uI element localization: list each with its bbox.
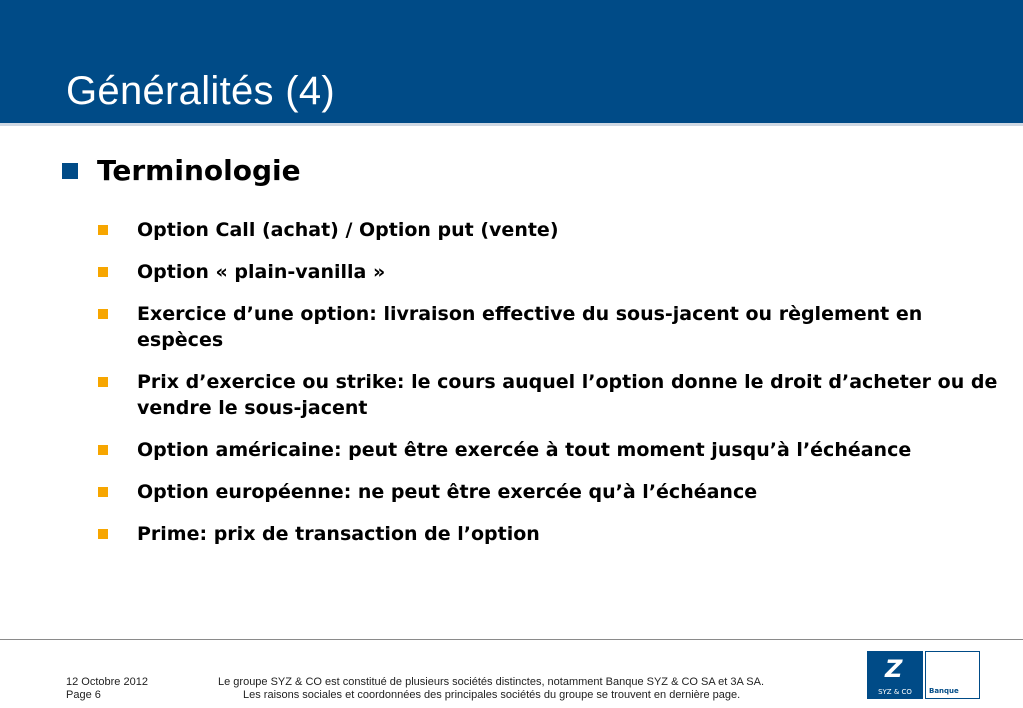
square-bullet-icon	[98, 225, 108, 235]
footer-date: 12 Octobre 2012	[66, 676, 148, 688]
header-divider	[0, 123, 1023, 126]
square-bullet-icon	[98, 309, 108, 319]
list-item-text: Prime: prix de transaction de l’option	[137, 523, 540, 545]
logo-name: SYZ & CO	[878, 688, 912, 696]
list-item	[98, 301, 998, 353]
list-item	[98, 479, 998, 505]
list-item-text: Prix d’exercice ou strike: le cours auquel l’option donne le droit d’acheter ou de vendre le sous-jacent	[137, 371, 998, 419]
square-bullet-icon	[98, 445, 108, 455]
footer-legal-line: Le groupe SYZ & CO est constitué de plusieurs sociétés distinctes, notamment Banque SYZ & CO SA et 3A SA.	[218, 676, 765, 688]
square-bullet-icon	[98, 487, 108, 497]
logo-subtitle: Banque	[929, 687, 959, 695]
slide-title: Généralités (4)	[66, 69, 336, 113]
footer-legal-line: Les raisons sociales et coordonnées des principales sociétés du groupe se trouvent en dernière page.	[243, 689, 741, 701]
list-item-text: Exercice d’une option: livraison effective du sous-jacent ou règlement en espèces	[137, 303, 923, 351]
list-item	[98, 259, 998, 285]
list-item	[98, 437, 998, 463]
slide-header	[0, 0, 1023, 123]
logo-mark	[867, 651, 923, 699]
square-bullet-icon	[98, 529, 108, 539]
list-item-text: Option « plain-vanilla »	[137, 261, 386, 283]
footer-divider	[0, 639, 1023, 640]
list-item	[98, 217, 998, 243]
logo-subtitle-box	[925, 651, 980, 699]
footer-page-number: Page 6	[66, 689, 101, 701]
list-item-text: Option Call (achat) / Option put (vente)	[137, 219, 559, 241]
section-heading-text: Terminologie	[97, 154, 301, 187]
company-logo	[867, 651, 980, 699]
list-item-text: Option américaine: peut être exercée à tout moment jusqu’à l’échéance	[137, 439, 912, 461]
square-bullet-icon	[62, 163, 78, 179]
square-bullet-icon	[98, 267, 108, 277]
section-heading	[62, 154, 301, 187]
square-bullet-icon	[98, 377, 108, 387]
list-item	[98, 369, 998, 421]
terminology-list	[98, 217, 998, 563]
list-item-text: Option européenne: ne peut être exercée qu’à l’échéance	[137, 481, 758, 503]
list-item	[98, 521, 998, 547]
logo-z-icon: Z	[885, 655, 903, 683]
